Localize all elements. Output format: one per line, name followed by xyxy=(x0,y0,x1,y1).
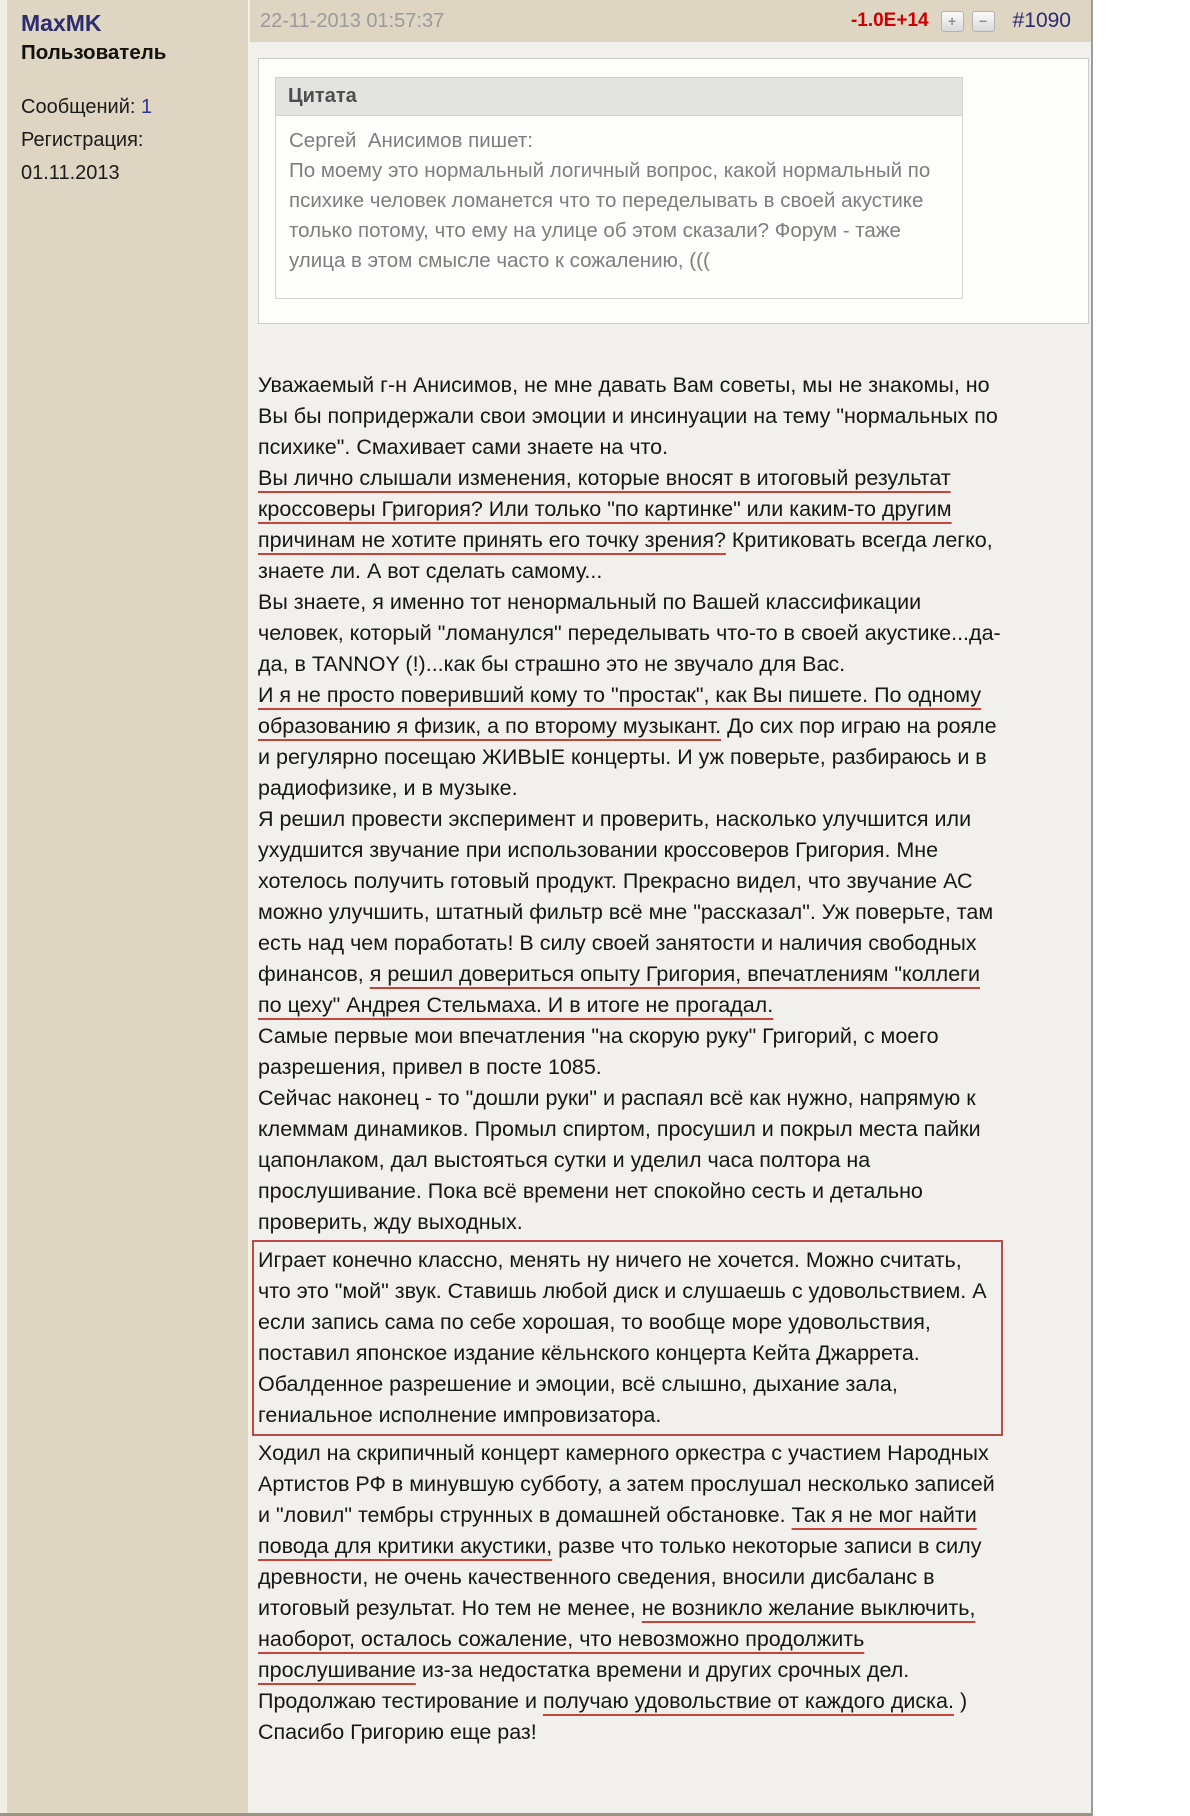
post-paragraph xyxy=(258,680,1003,804)
post-paragraph xyxy=(258,1438,1003,1686)
red-underline-run: получаю удовольствие от каждого диска. xyxy=(542,1689,954,1713)
post-paragraph xyxy=(258,370,1003,463)
text-run: Вы знаете, я именно тот ненормальный по Вашей классификации человек, который "ломанулся" переделывать что-то в своей акустике...да-да, в TANNOY (!)...как бы страшно это не звучало для Вас. xyxy=(258,590,1001,676)
post-number-link[interactable]: #1090 xyxy=(1012,9,1071,32)
post-paragraph xyxy=(258,587,1003,680)
quote-block xyxy=(258,58,1089,324)
user-info xyxy=(21,91,238,190)
user-registration-label: Регистрация: xyxy=(21,129,144,151)
text-run: Спасибо Григорию еще раз! xyxy=(258,1720,537,1744)
post-paragraph xyxy=(258,1686,1003,1717)
text-run: Ходил на скрипичный концерт камерного оркестра с участием Народных Артистов РФ в минувшую субботу, а затем прослушал несколько записей и "ловил" тембры струнных в домашней обстановке. xyxy=(258,1441,995,1527)
user-posts-count: 1 xyxy=(141,96,153,118)
text-run: До сих пор играю на рояле и регулярно посещаю ЖИВЫЕ концерты. И уж поверьте, разбираюсь и в радиофизике, и в музыке. xyxy=(258,714,997,800)
quote-title: Цитата xyxy=(276,78,962,116)
text-run: Самые первые мои впечатления "на скорую руку" Григорий, с моего разрешения, привел в посте 1085. xyxy=(258,1024,939,1079)
post-paragraph xyxy=(258,1717,1003,1748)
post-score: -1.0E+14 xyxy=(850,10,929,31)
text-run: разве что только некоторые записи в силу древности, не очень качественного сведения, вносили дисбаланс в итоговый результат. Но тем не менее, xyxy=(258,1534,982,1620)
highlighted-paragraph xyxy=(252,1240,1003,1436)
vote-up-button[interactable]: + xyxy=(941,11,964,32)
user-posts-label: Сообщений: xyxy=(21,96,136,118)
user-title: Пользователь xyxy=(21,41,167,64)
post-paragraph xyxy=(258,804,1003,1021)
post-header-bar xyxy=(250,0,1091,42)
quote-body xyxy=(276,116,962,298)
red-underline-run: я решил довериться опыту Григория, впечатлениям "коллеги по цеху" Андрея Стельмаха. И в итоге не прогадал. xyxy=(258,962,981,1017)
quote-text: По моему это нормальный логичный вопрос, какой нормальный по психике человек ломанется что то переделывать в своей акустике только потому, что ему на улице об этом сказали? Форум - таже улица в этом смысле часто к сожалению, ((( xyxy=(289,159,936,272)
text-run: Продолжаю тестирование и xyxy=(258,1689,543,1713)
post-timestamp: 22-11-2013 01:57:37 xyxy=(260,9,445,32)
post-main-column xyxy=(250,0,1091,1813)
text-run: Играет конечно классно, менять ну ничего не хочется. Можно считать, что это "мой" звук. Ставишь любой диск и слушаешь с удовольствием. А если запись сама по себе хорошая, то вообще море удовольствия, поставил японское издание кёльнского концерта Кейта Джаррета. Обалденное разрешение и эмоции, всё слышно, дыхание зала, гениальное исполнение импровизатора. xyxy=(258,1248,987,1427)
post-body-text xyxy=(258,370,1003,1748)
post-paragraph xyxy=(258,463,1003,587)
vote-down-button[interactable]: − xyxy=(972,11,995,32)
red-underline-run: Вы лично слышали изменения, которые вносят в итоговый результат кроссоверы Григория? Или только "по картинке" или каким-то другим причинам не хотите принять его точку зрения? xyxy=(258,466,952,552)
post-content-area xyxy=(250,42,1091,1813)
quote-box xyxy=(275,77,963,299)
text-run: Уважаемый г-н Анисимов, не мне давать Вам советы, мы не знакомы, но Вы бы попридержали свои эмоции и инсинуации на тему "нормальных по психике". Смахивает сами знаете на что. xyxy=(258,373,998,459)
red-underline-run: И я не просто поверивший кому то "простак", как Вы пишете. По одному образованию я физик, а по второму музыкант. xyxy=(258,683,982,738)
post-sidebar xyxy=(0,0,250,1813)
text-run: ) xyxy=(953,1689,968,1713)
quote-attribution: Сергей Анисимов пишет: xyxy=(289,129,533,152)
text-run: из-за недостатка времени и других срочных дел. xyxy=(415,1658,910,1682)
text-run: Сейчас наконец - то "дошли руки" и распаял всё как нужно, напрямую к клеммам динамиков. Промыл спиртом, просушил и покрыл места пайки цапонлаком, дал выстояться сутки и уделил часа полтора на прослушивание. Пока всё времени нет спокойно сесть и детально проверить, жду выходных. xyxy=(258,1086,981,1234)
username-link[interactable]: MaxMK xyxy=(21,10,102,36)
user-posts-row xyxy=(21,91,238,124)
post-paragraph xyxy=(258,1083,1003,1238)
text-run: Критиковать всегда легко, знаете ли. А вот сделать самому... xyxy=(258,528,993,583)
red-underline-run: Так я не мог найти повода для критики акустики, xyxy=(258,1503,977,1558)
post-paragraph xyxy=(258,1021,1003,1083)
red-underline-run: не возникло желание выключить, наоборот, осталось сожаление, что невозможно продолжить прослушивание xyxy=(258,1596,976,1682)
post-header-right xyxy=(851,9,1071,33)
user-registration-date: 01.11.2013 xyxy=(21,162,120,184)
text-run: Я решил провести эксперимент и проверить, насколько улучшится или ухудшится звучание при использовании кроссоверов Григория. Мне хотелось получить готовый продукт. Прекрасно видел, что звучание АС можно улучшить, штатный фильтр всё мне "рассказал". Уж поверьте, там есть над чем поработать! В силу своей занятости и наличия свободных финансов, xyxy=(258,807,994,986)
